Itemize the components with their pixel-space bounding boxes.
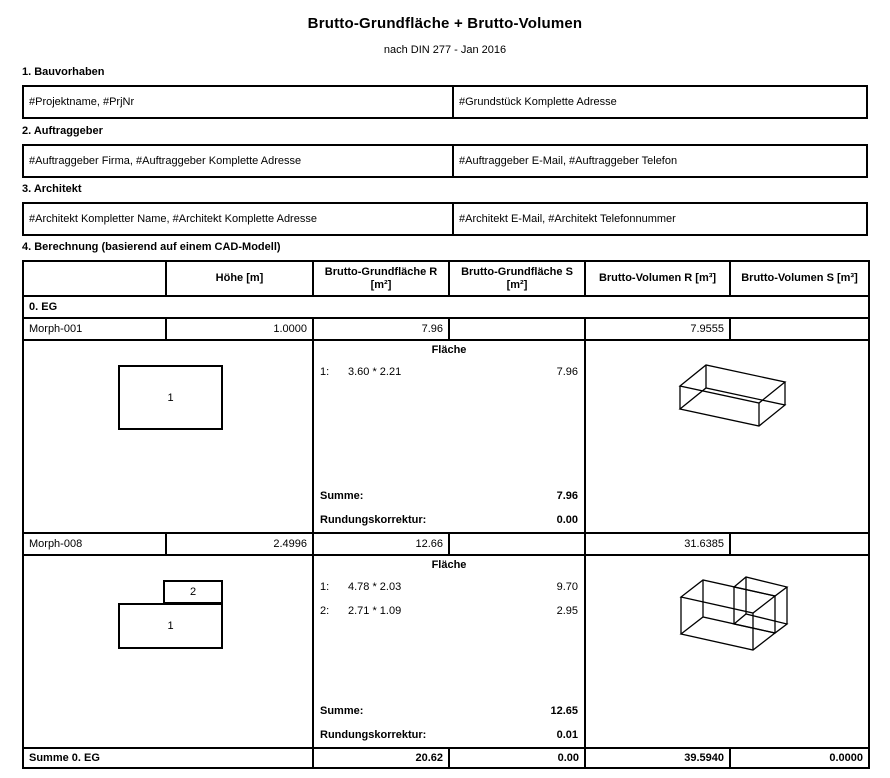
volume-3d-cell (585, 555, 869, 748)
plan-area-1 (118, 603, 223, 649)
element-name: Morph-001 (23, 318, 166, 340)
area-calc-cell (313, 555, 585, 748)
element-name: Morph-008 (23, 533, 166, 555)
page-title: Brutto-Grundfläche + Brutto-Volumen (307, 15, 583, 32)
total-bv-s: 0.0000 (730, 748, 869, 768)
calc-value: 9.70 (556, 581, 578, 593)
auftraggeber-box (22, 144, 868, 178)
plan-area-label: 1 (167, 620, 174, 632)
bv-r-value: 31.6385 (585, 533, 730, 555)
summe-line (314, 705, 584, 718)
plan-sketch-cell (23, 555, 313, 748)
rundung-line (314, 729, 584, 742)
calc-line (314, 605, 584, 618)
calc-index: 1: (320, 581, 330, 593)
architekt-box (22, 202, 868, 236)
axonometric-box-wireframe-icon (586, 341, 869, 532)
bgf-s-value (449, 318, 585, 340)
bv-s-value (730, 318, 869, 340)
calculation-table (22, 260, 870, 769)
rundung-label: Rundungskorrektur: (320, 514, 427, 526)
column-header-bgf-s: Brutto-Grundfläche S [m²] (449, 261, 585, 296)
bv-s-value (730, 533, 869, 555)
calc-line (314, 366, 584, 379)
bv-r-value: 7.9555 (585, 318, 730, 340)
rundung-value: 0.00 (556, 514, 578, 526)
column-header-empty (23, 261, 166, 296)
storey-group-row (23, 296, 869, 318)
calc-value: 2.95 (556, 605, 578, 617)
summe-label: Summe: (320, 490, 364, 502)
bgf-s-value (449, 533, 585, 555)
summe-line (314, 490, 584, 503)
storey-group-label: 0. EG (23, 296, 869, 318)
summe-value: 12.65 (550, 705, 578, 717)
summe-label: Summe: (320, 705, 364, 717)
page-subtitle: nach DIN 277 - Jan 2016 (383, 44, 507, 56)
calc-expression: 3.60 * 2.21 (348, 366, 402, 378)
auftraggeber-kontakt-field: #Auftraggeber E-Mail, #Auftraggeber Telefon (452, 146, 866, 176)
sum-block (314, 479, 584, 527)
total-bv-r: 39.5940 (585, 748, 730, 768)
detail-row-morph-001 (23, 340, 869, 533)
total-label: Summe 0. EG (23, 748, 313, 768)
flaeche-heading: Fläche (431, 344, 467, 356)
calc-expression: 4.78 * 2.03 (348, 581, 402, 593)
column-header-bv-s: Brutto-Volumen S [m³] (730, 261, 869, 296)
detail-row-morph-008 (23, 555, 869, 748)
hoehe-value: 1.0000 (166, 318, 313, 340)
section-heading-architekt: 3. Architekt (22, 183, 82, 195)
table-row-morph-001 (23, 318, 869, 340)
calc-expression: 2.71 * 1.09 (348, 605, 402, 617)
rundung-line (314, 514, 584, 527)
sum-block (314, 694, 584, 742)
plan-area-2 (163, 580, 223, 604)
section-heading-berechnung: 4. Berechnung (basierend auf einem CAD-Modell) (22, 241, 281, 253)
bgf-r-value: 7.96 (313, 318, 449, 340)
summe-value: 7.96 (556, 490, 578, 502)
auftraggeber-firma-field: #Auftraggeber Firma, #Auftraggeber Komplette Adresse (29, 155, 302, 167)
rundung-value: 0.01 (556, 729, 578, 741)
calc-value: 7.96 (556, 366, 578, 378)
hoehe-value: 2.4996 (166, 533, 313, 555)
architekt-kontakt-field: #Architekt E-Mail, #Architekt Telefonnummer (452, 204, 866, 234)
projektname-field: #Projektname, #PrjNr (29, 96, 135, 108)
plan-area-label: 1 (167, 391, 174, 404)
plan-sketch-cell (23, 340, 313, 533)
column-header-bgf-r: Brutto-Grundfläche R [m²] (313, 261, 449, 296)
volume-3d-cell (585, 340, 869, 533)
plan-area-1 (118, 365, 223, 430)
calc-index: 2: (320, 605, 330, 617)
area-calc-cell (313, 340, 585, 533)
total-bgf-r: 20.62 (313, 748, 449, 768)
bgf-r-value: 12.66 (313, 533, 449, 555)
section-heading-auftraggeber: 2. Auftraggeber (22, 125, 103, 137)
rundung-label: Rundungskorrektur: (320, 729, 427, 741)
architekt-name-field: #Architekt Kompletter Name, #Architekt Komplette Adresse (29, 213, 317, 225)
bauvorhaben-box (22, 85, 868, 119)
section-heading-bauvorhaben: 1. Bauvorhaben (22, 66, 105, 78)
column-header-hoehe: Höhe [m] (166, 261, 313, 296)
axonometric-l-shape-wireframe-icon (586, 556, 869, 747)
calc-index: 1: (320, 366, 330, 378)
plan-area-label: 2 (189, 586, 197, 598)
calc-line (314, 581, 584, 594)
storey-total-row (23, 748, 869, 768)
grundstueck-adresse-field: #Grundstück Komplette Adresse (452, 87, 866, 117)
table-row-morph-008 (23, 533, 869, 555)
column-header-bv-r: Brutto-Volumen R [m³] (585, 261, 730, 296)
table-header-row (23, 261, 869, 296)
flaeche-heading: Fläche (431, 559, 467, 571)
total-bgf-s: 0.00 (449, 748, 585, 768)
